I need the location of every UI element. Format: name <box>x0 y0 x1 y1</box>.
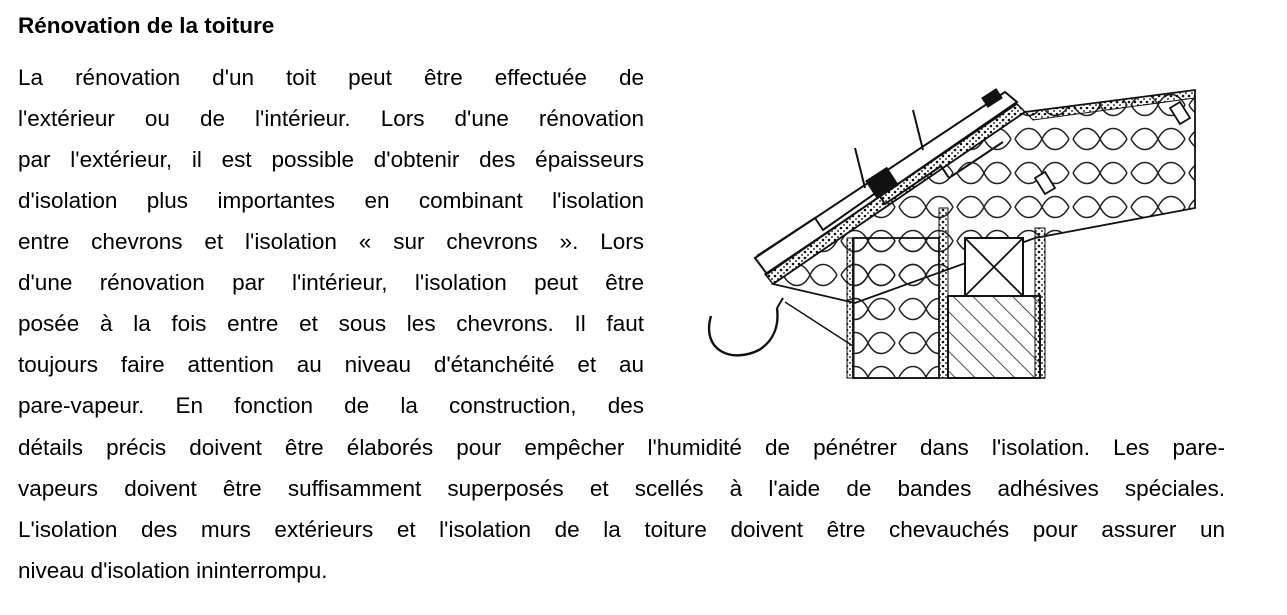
paragraph-line-1: La rénovation d'un toit peut être effectuée de <box>18 65 644 90</box>
paragraph-line-12: L'isolation des murs extérieurs et l'isolation de la toiture doivent être chevauchés pour assurer un <box>18 517 1225 542</box>
paragraph-line-2: l'extérieur ou de l'intérieur. Lors d'une rénovation <box>18 106 644 131</box>
paragraph-line-7: posée à la fois entre et sous les chevrons. Il faut <box>18 311 644 336</box>
paragraph-line-8: toujours faire attention au niveau d'étanchéité et au <box>18 352 644 377</box>
paragraph-line-11: vapeurs doivent être suffisamment superposés et scellés à l'aide de bandes adhésives spéciales. <box>18 476 1225 501</box>
paragraph-line-13: niveau d'isolation ininterrompu. <box>18 558 328 583</box>
paragraph-line-3: par l'extérieur, il est possible d'obtenir des épaisseurs <box>18 147 644 172</box>
paragraph-line-5: entre chevrons et l'isolation « sur chevrons ». Lors <box>18 229 644 254</box>
paragraph-line-6: d'une rénovation par l'intérieur, l'isolation peut être <box>18 270 644 295</box>
paragraph-line-4: d'isolation plus importantes en combinant l'isolation <box>18 188 644 213</box>
section-heading: Rénovation de la toiture <box>18 13 275 38</box>
paragraph-line-9: pare-vapeur. En fonction de la construction, des <box>18 393 644 418</box>
paragraph-line-10: détails précis doivent être élaborés pour empêcher l'humidité de pénétrer dans l'isolation. Les pare- <box>18 435 1225 460</box>
roof-insulation-cross-section-icon <box>665 88 1205 386</box>
